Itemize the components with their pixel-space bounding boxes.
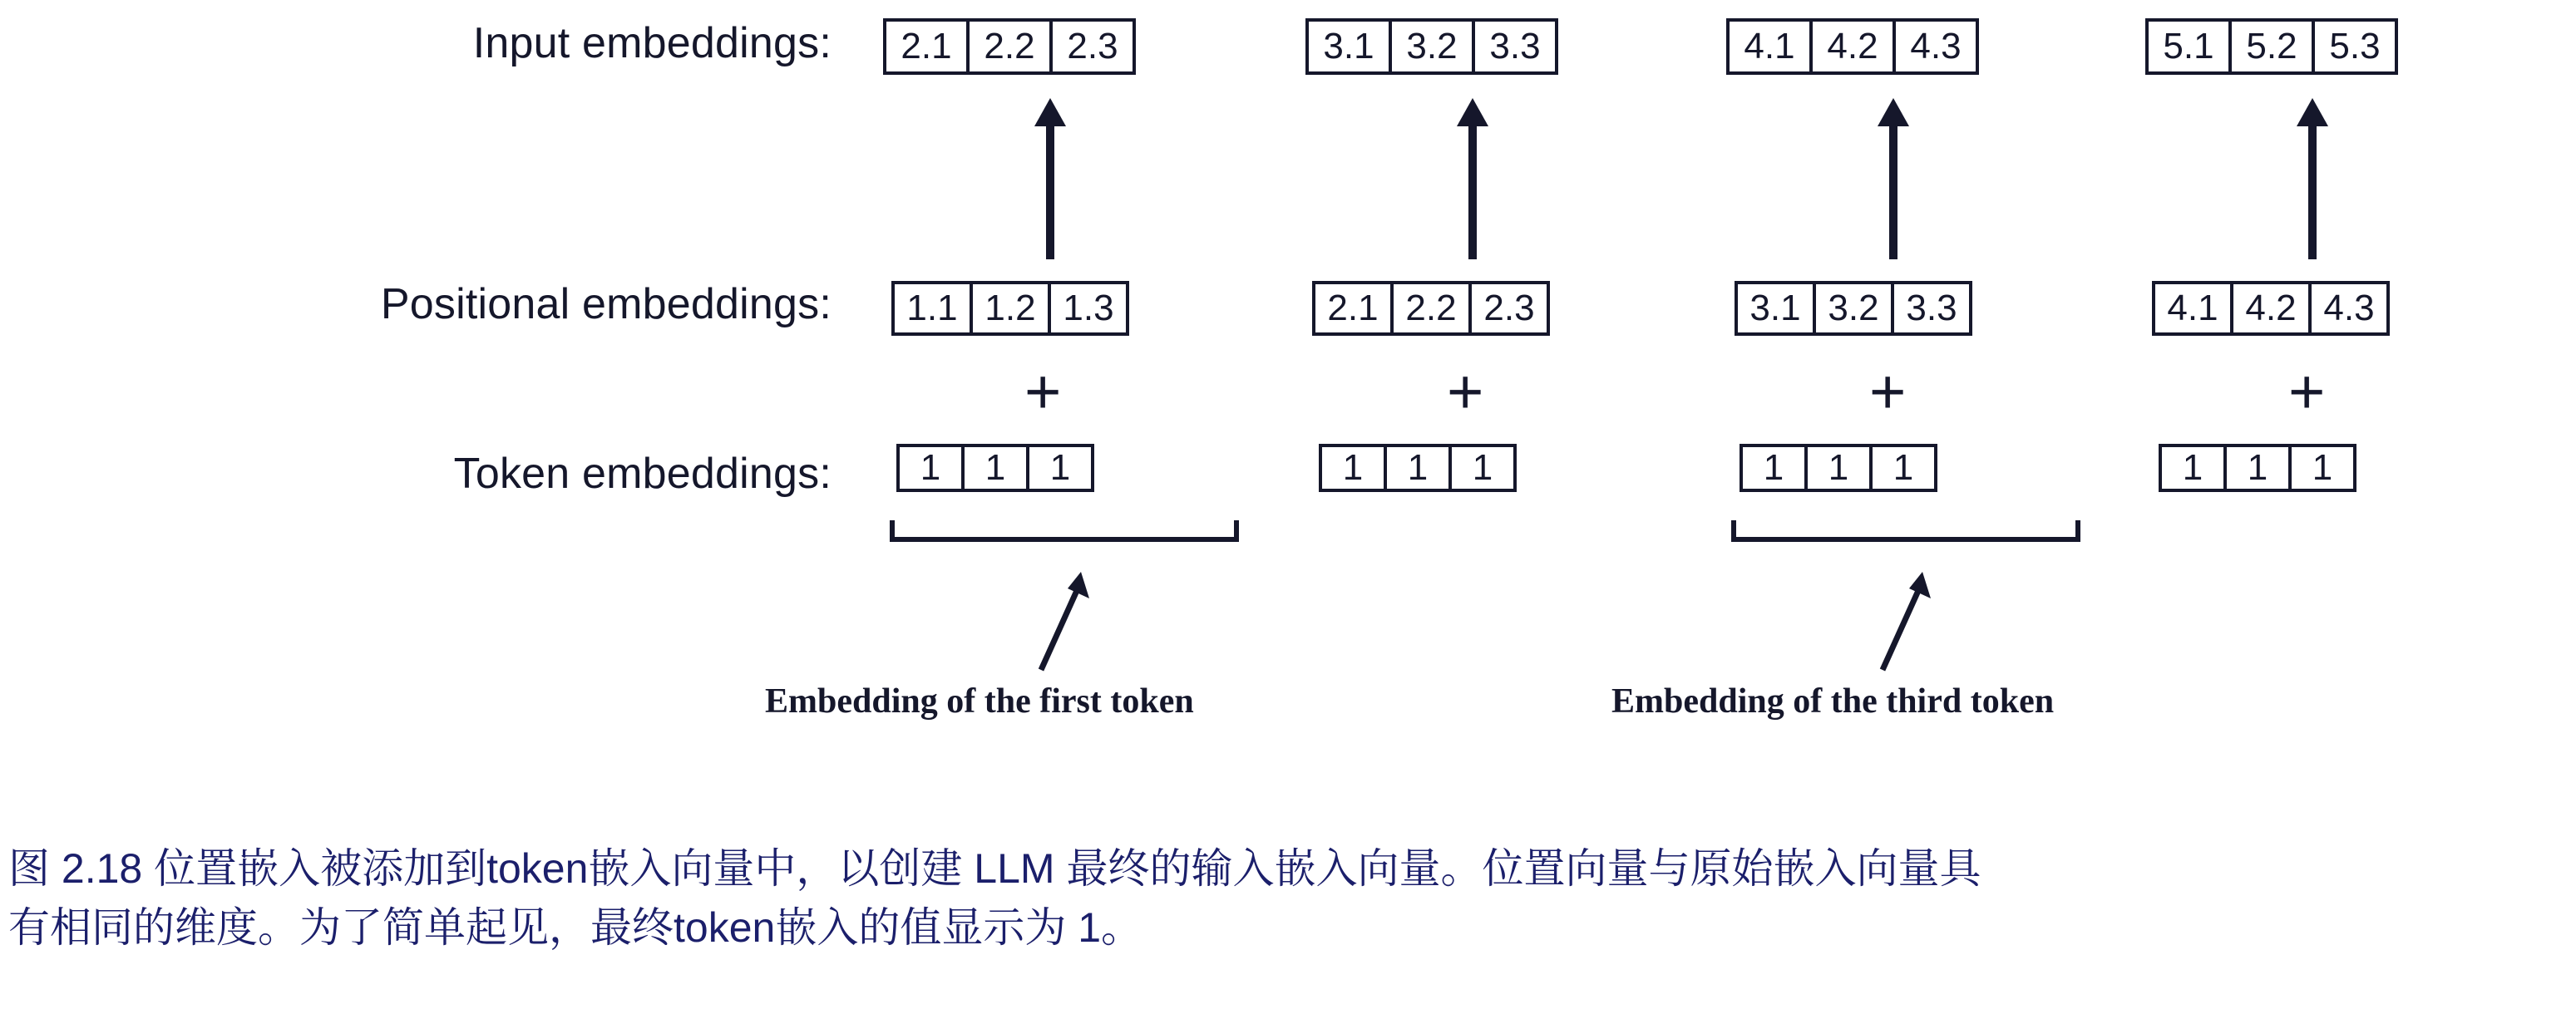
positional-embedding-vector-4 bbox=[2152, 281, 2390, 336]
bracket-third-token bbox=[1731, 520, 2080, 542]
input-embedding-vector-3 bbox=[1726, 18, 1979, 75]
vector-cell: 2.2 bbox=[966, 18, 1053, 75]
vector-cell: 3.3 bbox=[1891, 281, 1972, 336]
vector-cell: 1 bbox=[2159, 444, 2227, 492]
vector-cell: 3.3 bbox=[1472, 18, 1558, 75]
caption-line-1: 图 2.18 位置嵌入被添加到token嵌入向量中，以创建 LLM 最终的输入嵌入向量。位置向量与原始嵌入向量具 bbox=[8, 845, 1981, 892]
vector-cell: 1.1 bbox=[891, 281, 973, 336]
up-arrow-icon-2 bbox=[1468, 116, 1477, 259]
vector-cell: 4.3 bbox=[2308, 281, 2390, 336]
vector-cell: 2.1 bbox=[883, 18, 970, 75]
vector-cell: 4.1 bbox=[1726, 18, 1813, 75]
plus-icon-3: + bbox=[1869, 357, 1907, 427]
annotation-third-token: Embedding of the third token bbox=[1611, 682, 2055, 721]
pointer-arrow-icon-first-token bbox=[1011, 565, 1111, 673]
plus-icon-1: + bbox=[1024, 357, 1062, 427]
vector-cell: 4.3 bbox=[1893, 18, 1979, 75]
vector-cell: 4.2 bbox=[2230, 281, 2312, 336]
annotation-first-token: Embedding of the first token bbox=[765, 682, 1194, 721]
vector-cell: 3.2 bbox=[1813, 281, 1894, 336]
token-embedding-vector-4 bbox=[2159, 444, 2356, 492]
input-embedding-vector-1 bbox=[883, 18, 1136, 75]
caption-line-2: 有相同的维度。为了简单起见，最终token嵌入的值显示为 1。 bbox=[8, 904, 1143, 951]
input-embedding-vector-4 bbox=[2145, 18, 2398, 75]
vector-cell: 5.3 bbox=[2312, 18, 2398, 75]
token-embedding-vector-2 bbox=[1319, 444, 1517, 492]
plus-icon-2: + bbox=[1447, 357, 1484, 427]
bracket-first-token bbox=[890, 520, 1239, 542]
vector-cell: 1.3 bbox=[1048, 281, 1129, 336]
vector-cell: 3.1 bbox=[1305, 18, 1392, 75]
positional-embedding-vector-1 bbox=[891, 281, 1129, 336]
vector-cell: 1 bbox=[896, 444, 965, 492]
up-arrow-icon-3 bbox=[1889, 116, 1897, 259]
vector-cell: 5.1 bbox=[2145, 18, 2232, 75]
vector-cell: 5.2 bbox=[2228, 18, 2315, 75]
token-embedding-vector-1 bbox=[896, 444, 1094, 492]
vector-cell: 3.2 bbox=[1389, 18, 1475, 75]
figure-caption bbox=[8, 839, 2561, 957]
vector-cell: 1 bbox=[1869, 444, 1937, 492]
vector-cell: 2.3 bbox=[1468, 281, 1550, 336]
vector-cell: 3.1 bbox=[1735, 281, 1816, 336]
up-arrow-icon-1 bbox=[1046, 116, 1054, 259]
vector-cell: 1 bbox=[1804, 444, 1873, 492]
input-embedding-vector-2 bbox=[1305, 18, 1558, 75]
vector-cell: 4.2 bbox=[1809, 18, 1896, 75]
positional-embedding-vector-3 bbox=[1735, 281, 1972, 336]
plus-icon-4: + bbox=[2288, 357, 2326, 427]
vector-cell: 4.1 bbox=[2152, 281, 2233, 336]
vector-cell: 2.1 bbox=[1312, 281, 1394, 336]
vector-cell: 1 bbox=[961, 444, 1029, 492]
vector-cell: 2.2 bbox=[1390, 281, 1472, 336]
vector-cell: 1 bbox=[1384, 444, 1452, 492]
vector-cell: 1 bbox=[1740, 444, 1808, 492]
token-embedding-vector-3 bbox=[1740, 444, 1937, 492]
row-label-input-embeddings: Input embeddings: bbox=[472, 19, 832, 67]
row-label-positional-embeddings: Positional embeddings: bbox=[380, 280, 832, 328]
up-arrow-icon-4 bbox=[2308, 116, 2317, 259]
vector-cell: 1 bbox=[2223, 444, 2292, 492]
vector-cell: 1.2 bbox=[970, 281, 1051, 336]
vector-cell: 1 bbox=[2288, 444, 2356, 492]
positional-embedding-vector-2 bbox=[1312, 281, 1550, 336]
vector-cell: 1 bbox=[1026, 444, 1094, 492]
row-label-token-embeddings: Token embeddings: bbox=[453, 450, 832, 498]
vector-cell: 1 bbox=[1448, 444, 1517, 492]
pointer-arrow-icon-third-token bbox=[1853, 565, 1952, 673]
vector-cell: 2.3 bbox=[1049, 18, 1136, 75]
vector-cell: 1 bbox=[1319, 444, 1387, 492]
